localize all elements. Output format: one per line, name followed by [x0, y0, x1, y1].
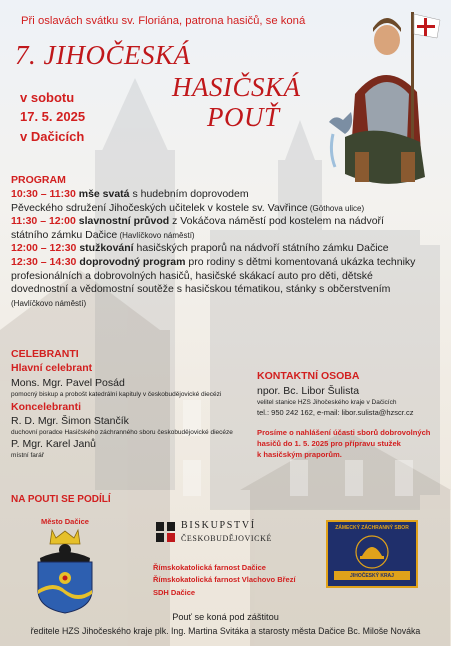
badge-top-text: ZÁMECKÝ ZÁCHRANNÝ SBOR	[335, 525, 409, 531]
program-line	[11, 297, 415, 311]
concelebrant-1-role: duchovní poradce Hasičského záchranného sboru českobudějovické diecéze	[11, 429, 233, 436]
program-line	[11, 242, 415, 256]
contact-heading: KONTAKTNÍ OSOBA	[257, 370, 360, 382]
concelebrant-2-role: místní farář	[11, 452, 44, 459]
registration-request-1: Prosíme o nahlášení účasti sborů dobrovolných	[257, 428, 431, 437]
program-title: stužkování	[79, 242, 134, 255]
program-line	[11, 188, 415, 202]
main-celebrant-role: pomocný biskup a probošt katedrální kapituly v českobudějovické diecézi	[11, 391, 222, 398]
st-florian-illustration	[325, 2, 445, 202]
program-line	[11, 202, 415, 216]
program-text: hasičských praporů na nádvoří státního zámku Dačice	[133, 242, 389, 255]
program-text: s hudebním doprovodem	[129, 188, 249, 200]
program-text: pro rodiny s dětmi komentovaná ukázka techniky	[185, 255, 416, 268]
badge-bottom-text: JIHOČESKÝ KRAJ	[350, 572, 394, 579]
program-list	[11, 188, 415, 310]
program-line	[11, 256, 415, 270]
program-line	[11, 215, 415, 229]
footer-line-1: Pouť se koná pod záštitou	[172, 612, 279, 622]
bishopric-line-2: ČESKOBUDĚJOVICKÉ	[181, 534, 272, 543]
partners-heading: NA POUTI SE PODÍLÍ	[11, 494, 111, 505]
town-label: Město Dačice	[41, 517, 89, 526]
program-text: profesionálních a dobrovolných hasičů, hasičské skákací auto pro děti, dětské	[11, 269, 373, 282]
program-time: 11:30 – 12:00	[11, 215, 76, 228]
date-line-1: v sobotu	[20, 90, 75, 105]
program-line	[11, 270, 415, 284]
sdh-dacice: SDH Dačice	[153, 588, 196, 597]
concelebrants-heading: Koncelebranti	[11, 401, 82, 413]
program-time: 12:00 – 12:30	[11, 242, 77, 255]
program-time: 12:30 – 14:30	[11, 255, 77, 268]
program-heading: PROGRAM	[11, 174, 66, 186]
title-line-1: 7. JIHOČESKÁ	[15, 40, 191, 70]
program-text: státního zámku Dačice	[11, 228, 118, 241]
contact-phone-email: tel.: 950 242 162, e-mail: libor.sulista@hzscr.cz	[257, 408, 414, 417]
concelebrant-1-name: R. D. Mgr. Šimon Stančík	[11, 415, 129, 427]
program-title: slavnostní průvod	[78, 215, 170, 228]
dacice-coat-of-arms	[34, 528, 96, 614]
program-line	[11, 283, 415, 297]
program-text: Pěveckého sdružení Jihočeských učitelek v kostele sv. Vavřince	[11, 201, 308, 214]
parish-1: Římskokatolická farnost Dačice	[153, 563, 266, 572]
celebrants-heading: CELEBRANTI	[11, 348, 79, 360]
badge-ribbon	[334, 571, 410, 580]
intro-text: Při oslavách svátku sv. Floriána, patrona hasičů, se koná	[21, 15, 306, 27]
bishopric-emblem	[154, 520, 178, 546]
helmet-icon	[354, 534, 390, 570]
program-title: mše svatá	[78, 188, 130, 200]
program-title: doprovodný program	[79, 255, 186, 268]
contact-name: npor. Bc. Libor Šulista	[257, 385, 360, 397]
title-line-3: POUŤ	[207, 102, 280, 132]
footer-line-2: ředitele HZS Jihočeského kraje plk. Ing. Martina Svitáka a starosty města Dačice Bc. Miloše Nováka	[30, 626, 421, 636]
bishopric-line-1: BISKUPSTVÍ	[181, 520, 256, 531]
parish-2: Římskokatolická farnost Vlachovo Březí	[153, 575, 296, 584]
concelebrant-2-name: P. Mgr. Karel Janů	[11, 438, 97, 450]
program-time: 10:30 – 11:30	[11, 188, 76, 200]
date-line-2: 17. 5. 2025	[20, 109, 86, 124]
fire-rescue-badge	[326, 520, 418, 588]
date-line-3: v Dačicích	[20, 129, 85, 144]
registration-request-2: hasičů do 1. 5. 2025 pro přípravu stužek	[257, 439, 401, 448]
program-text: dovednostní a vědomostní soutěže s hasičskou tématikou, stánky s občerstvením	[11, 283, 391, 296]
main-celebrant-heading: Hlavní celebrant	[11, 362, 93, 374]
program-text: z Vokáčova náměstí pod kostelem na nádvoří	[169, 215, 384, 228]
program-note: (Havlíčkovo náměstí)	[11, 298, 87, 308]
program-note: (Havlíčkovo náměstí)	[117, 230, 195, 240]
program-note: (Göthova ulice)	[307, 203, 365, 213]
main-celebrant-name: Mons. Mgr. Pavel Posád	[11, 377, 125, 389]
contact-org: velitel stanice HZS Jihočeského kraje v Dačicích	[257, 399, 397, 406]
program-line	[11, 229, 415, 243]
title-line-2: HASIČSKÁ	[172, 72, 301, 102]
registration-request-3: k hasičským praporům.	[257, 450, 342, 459]
